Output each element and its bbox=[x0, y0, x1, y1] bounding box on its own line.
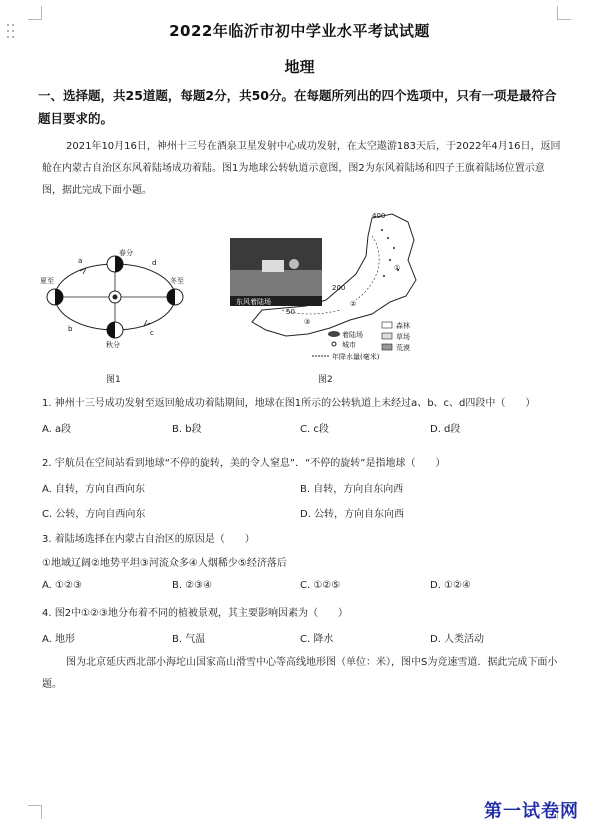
q2-option-d[interactable]: D. 公转，方向自东向西 bbox=[300, 509, 405, 520]
section-heading: 一、选择题，共25道题，每题2分，共50分。在每题所列出的四个选项中，只有一项是最符合题目要求的。 bbox=[38, 88, 557, 126]
label-b: b bbox=[68, 325, 73, 333]
label-winter: 冬至 bbox=[170, 277, 184, 285]
question-4-stem: 4. 图2中①②③地分布着不同的植被景观，其主要影响因素为（ ） bbox=[42, 608, 348, 619]
watermark-logo: 第一试卷网 bbox=[484, 801, 579, 822]
q3-option-d[interactable]: D. ①②④ bbox=[430, 580, 471, 591]
label-spring: 春分 bbox=[119, 249, 133, 257]
q4-option-c[interactable]: C. 降水 bbox=[300, 634, 334, 645]
contour-200: 200 bbox=[332, 284, 346, 292]
page-title: 2022年临沂市初中学业水平考试试题 bbox=[169, 22, 430, 40]
label-summer: 夏至 bbox=[40, 277, 54, 285]
contour-400: 400 bbox=[372, 212, 386, 220]
q3-option-b[interactable]: B. ②③④ bbox=[172, 580, 213, 591]
crop-mark-bottom-left bbox=[28, 805, 42, 819]
q3-option-a[interactable]: A. ①②③ bbox=[42, 580, 82, 591]
label-autumn: 秋分 bbox=[106, 341, 120, 349]
q4-option-b[interactable]: B. 气温 bbox=[172, 634, 206, 645]
figure-1-caption: 图1 bbox=[106, 375, 121, 385]
legend-desert: 荒漠 bbox=[396, 344, 410, 352]
figure-1-orbit-diagram bbox=[40, 243, 190, 351]
intro-paragraph: 2021年10月16日，神州十三号在酒泉卫星发射中心成功发射，在太空遨游183天后，于2022年4月16日，返回舱在内蒙古自治区东风着陆场成功着陆。图1为地球公转轨道示意图，图2为东风着陆场和四子王旗着陆场位置示意图，据此完成下面小题。 bbox=[42, 141, 561, 196]
legend-forest: 森林 bbox=[396, 322, 410, 330]
q4-option-a[interactable]: A. 地形 bbox=[42, 634, 76, 645]
q2-option-a[interactable]: A. 自转，方向自西向东 bbox=[42, 484, 146, 495]
outro-paragraph: 图为北京延庆西北部小海坨山国家高山滑雪中心等高线地形图（单位：米），图中S为竞速雪道．据此完成下面小题。 bbox=[42, 657, 558, 690]
question-3-stem: 3. 着陆场选择在内蒙古自治区的原因是（ ） bbox=[42, 534, 255, 545]
subject-heading: 地理 bbox=[284, 58, 315, 76]
contour-50: 50 bbox=[286, 308, 295, 316]
label-d: d bbox=[152, 259, 157, 267]
q3-option-c[interactable]: C. ①②⑤ bbox=[300, 580, 341, 591]
question-1-stem: 1. 神州十三号成功发射至返回舱成功着陆期间，地球在图1所示的公转轨道上未经过a、b、c、d四段中（ ） bbox=[42, 398, 536, 409]
legend-city: 城市 bbox=[342, 341, 356, 349]
question-3-statements: ①地域辽阔②地势平坦③河流众多④人烟稀少⑤经济落后 bbox=[42, 558, 287, 569]
q1-option-b[interactable]: B. b段 bbox=[172, 424, 202, 435]
crop-mark-top-right bbox=[557, 6, 571, 20]
site-3: ③ bbox=[304, 318, 311, 326]
crop-mark-top-left bbox=[28, 6, 42, 20]
q1-option-c[interactable]: C. c段 bbox=[300, 424, 329, 435]
label-a: a bbox=[78, 257, 83, 265]
q2-option-b[interactable]: B. 自转，方向自东向西 bbox=[300, 484, 404, 495]
site-1: ① bbox=[394, 264, 401, 272]
q2-option-c[interactable]: C. 公转，方向自西向东 bbox=[42, 509, 146, 520]
legend-landing: 着陆场 bbox=[342, 331, 363, 339]
figure-2-landing-map bbox=[222, 210, 442, 368]
photo-label: 东风着陆场 bbox=[236, 298, 271, 306]
q1-option-a[interactable]: A. a段 bbox=[42, 424, 72, 435]
q4-option-d[interactable]: D. 人类活动 bbox=[430, 634, 485, 645]
site-2: ② bbox=[350, 300, 357, 308]
label-c: c bbox=[150, 329, 154, 337]
legend-grassland: 草场 bbox=[396, 333, 410, 341]
question-2-stem: 2. 宇航员在空间站看到地球“不停的旋转，美的令人窒息”．“不停的旋转”是指地球（ ） bbox=[42, 458, 446, 469]
q1-option-d[interactable]: D. d段 bbox=[430, 424, 461, 435]
figure-2-caption: 图2 bbox=[318, 375, 333, 385]
legend-precip: 年降水量(毫米) bbox=[332, 353, 380, 361]
